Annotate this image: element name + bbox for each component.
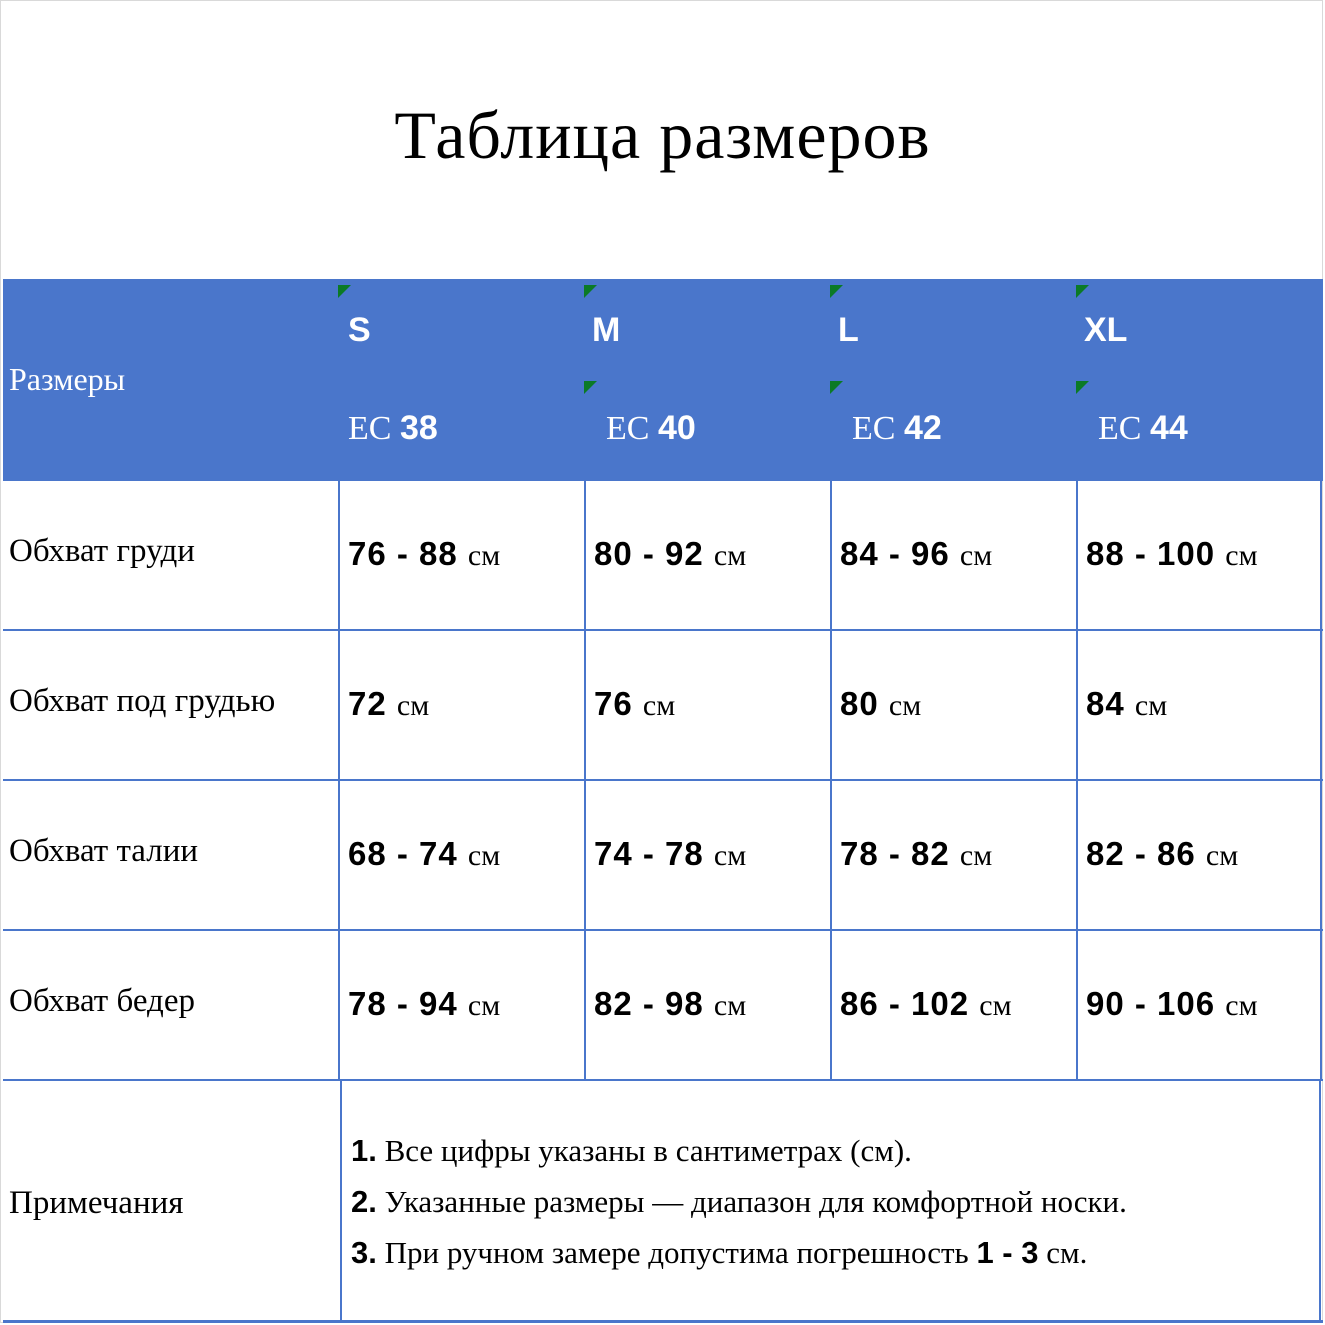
table-cell: 82 - 86 см — [1076, 781, 1322, 931]
header-label: Размеры — [9, 361, 126, 397]
size-ec: EC 38 — [348, 409, 438, 447]
table-row — [3, 631, 1323, 781]
row-label: Обхват груди — [9, 533, 195, 569]
size-column-m — [584, 279, 830, 481]
notes-body — [340, 1081, 1321, 1320]
table-cell: 72 см — [338, 631, 584, 781]
table-cell: 90 - 106 см — [1076, 931, 1322, 1081]
size-ec: EC 42 — [852, 409, 942, 447]
table-header — [3, 279, 1323, 481]
note-item: 3. При ручном замере допустима погрешность 1 - 3 см. — [351, 1235, 1088, 1270]
table-row — [3, 931, 1323, 1081]
table-cell: 78 - 82 см — [830, 781, 1076, 931]
row-label: Обхват бедер — [9, 983, 195, 1019]
size-letter: XL — [1084, 311, 1128, 349]
size-ec: EC 40 — [606, 409, 696, 447]
table-cell: 86 - 102 см — [830, 931, 1076, 1081]
corner-marker — [830, 285, 843, 298]
size-column-s — [338, 279, 584, 481]
size-ec: EC 44 — [1098, 409, 1188, 447]
size-letter: M — [592, 311, 621, 349]
corner-marker — [830, 381, 843, 394]
table-row — [3, 481, 1323, 631]
notes-row — [3, 1081, 1323, 1323]
corner-marker — [584, 381, 597, 394]
table-cell: 68 - 74 см — [338, 781, 584, 931]
table-cell: 78 - 94 см — [338, 931, 584, 1081]
table-cell: 88 - 100 см — [1076, 481, 1322, 631]
table-cell: 84 - 96 см — [830, 481, 1076, 631]
row-label: Обхват талии — [9, 833, 199, 869]
size-column-l — [830, 279, 1076, 481]
corner-marker — [1076, 285, 1089, 298]
table-cell: 76 - 88 см — [338, 481, 584, 631]
size-column-xl — [1076, 279, 1322, 481]
table-row — [3, 781, 1323, 931]
size-letter: S — [348, 311, 371, 349]
size-letter: L — [838, 311, 859, 349]
note-item: 2. Указанные размеры — диапазон для комфортной носки. — [351, 1184, 1127, 1219]
row-label: Обхват под грудью — [9, 683, 276, 719]
corner-marker — [1076, 381, 1089, 394]
table-cell: 82 - 98 см — [584, 931, 830, 1081]
table-cell: 76 см — [584, 631, 830, 781]
notes-label: Примечания — [9, 1185, 184, 1221]
page-title: Таблица размеров — [394, 97, 931, 173]
table-cell: 80 - 92 см — [584, 481, 830, 631]
note-item: 1. Все цифры указаны в сантиметрах (см). — [351, 1133, 912, 1168]
corner-marker — [338, 285, 351, 298]
table-cell: 80 см — [830, 631, 1076, 781]
corner-marker — [584, 285, 597, 298]
table-cell: 84 см — [1076, 631, 1322, 781]
table-cell: 74 - 78 см — [584, 781, 830, 931]
